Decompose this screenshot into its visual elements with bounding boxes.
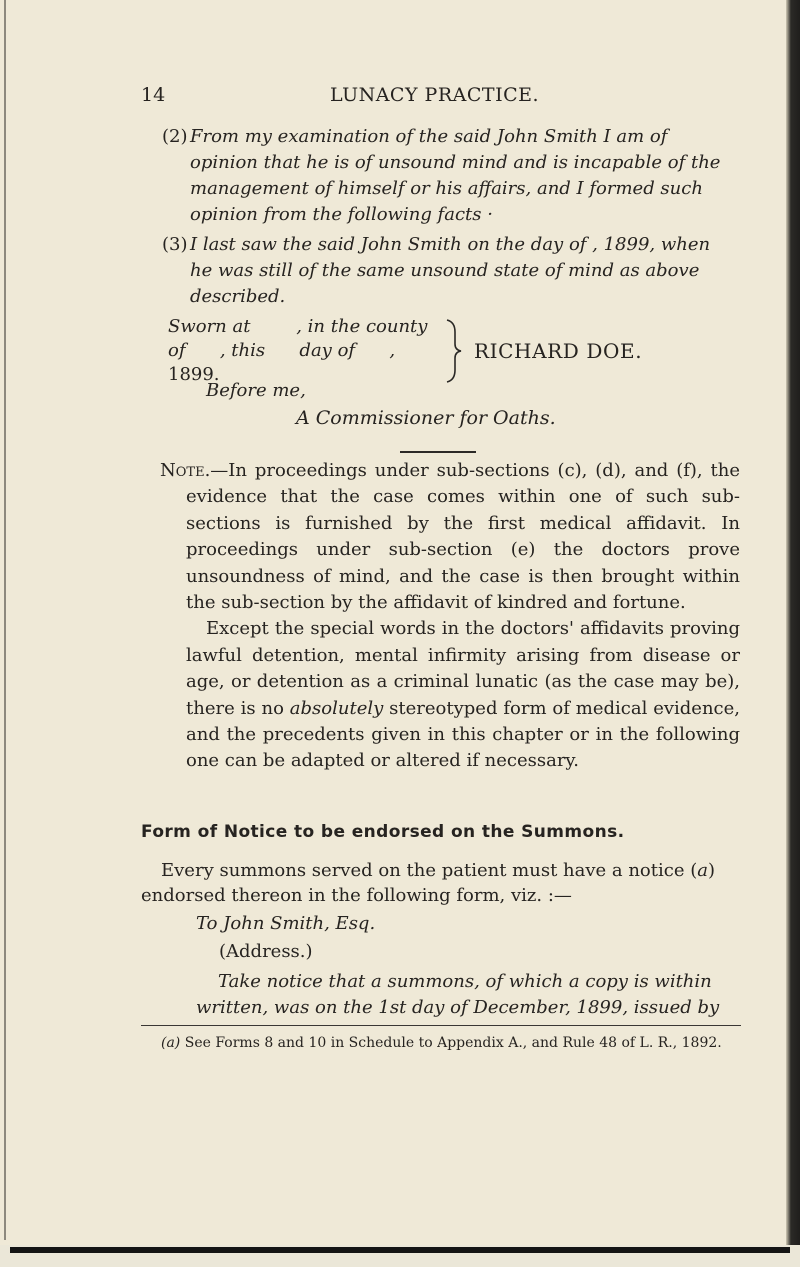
- page-binding-edge: [786, 0, 800, 1267]
- footnote-marker: (a): [161, 1035, 181, 1051]
- footnote-text: See Forms 8 and 10 in Schedule to Appendix A., and Rule 48 of L. R., 1892.: [180, 1035, 722, 1051]
- note-section: [160, 458, 740, 775]
- note-text-1: —In proceedings under sub-sections (c), (d), and (f), the evidence that the case comes within one of such sub-sections is furnished by the first medical affidavit. In proceedings under sub-section (e) the doctors prove unsoundness of mind, and the case is then brought within the sub-section by the affidavit of kindred and fortune.: [186, 460, 740, 614]
- item-text: I last saw the said John Smith on the day of , 1899, when he was still of the same unsound state of mind as above described.: [190, 234, 711, 307]
- jurat-line-1: Sworn at , in the county: [168, 316, 428, 337]
- addressee: To John Smith, Esq.: [196, 913, 376, 934]
- footnote: [141, 1033, 741, 1053]
- before-me: Before me,: [206, 380, 306, 401]
- page-header: [0, 84, 786, 110]
- form-intro-a: Every summons served on the patient must have a notice (: [161, 860, 698, 881]
- address-placeholder: (Address.): [219, 941, 313, 962]
- page-edge-line: [4, 0, 6, 1240]
- curly-brace-icon: [443, 318, 465, 384]
- form-heading: Form of Notice to be endorsed on the Summons.: [141, 822, 625, 842]
- note-text-2b: stereotyped form of medical evidence, and the precedents given in this chapter or in the following one can be adapted or altered if necessary.: [186, 697, 740, 772]
- deponent-name: RICHARD DOE.: [474, 339, 643, 363]
- note-emphasis: absolutely: [289, 697, 384, 719]
- form-intro-b: ) endorsed thereon in the following form, viz. :—: [141, 860, 716, 906]
- form-intro: [141, 858, 741, 908]
- item-number: (2): [162, 126, 188, 147]
- item-text: From my examination of the said John Smith I am of opinion that he is of unsound mind and is incapable of the management of himself or his affairs, and I formed such opinion from the following facts ·: [190, 126, 721, 225]
- running-head: LUNACY PRACTICE.: [330, 84, 540, 106]
- note-paragraph-2: [160, 616, 740, 774]
- note-lead: Note.: [160, 460, 211, 481]
- item-number: (3): [162, 234, 188, 255]
- affidavit-item-3: [162, 232, 730, 310]
- note-paragraph-1: [160, 458, 740, 616]
- jurat-line-3: 1899.: [168, 364, 220, 385]
- footnote-ref: a: [697, 860, 708, 881]
- section-divider: [400, 451, 476, 453]
- jurat-block: [168, 316, 728, 386]
- commissioner-line: A Commissioner for Oaths.: [296, 407, 556, 429]
- page-number: 14: [141, 84, 166, 106]
- notice-text: Take notice that a summons, of which a copy is within written, was on the 1st day of December, 1899, issued by: [196, 971, 720, 1018]
- footnote-rule: [141, 1025, 741, 1026]
- note-text-2a: Except the special words in the doctors' affidavits proving lawful detention, mental infirmity arising from disease or age, or detention as a criminal lunatic (as the case may be), there is no: [186, 618, 740, 719]
- bottom-edge-bar: [10, 1247, 790, 1253]
- jurat-line-2: of , this day of ,: [168, 340, 396, 361]
- affidavit-item-2: [162, 124, 730, 228]
